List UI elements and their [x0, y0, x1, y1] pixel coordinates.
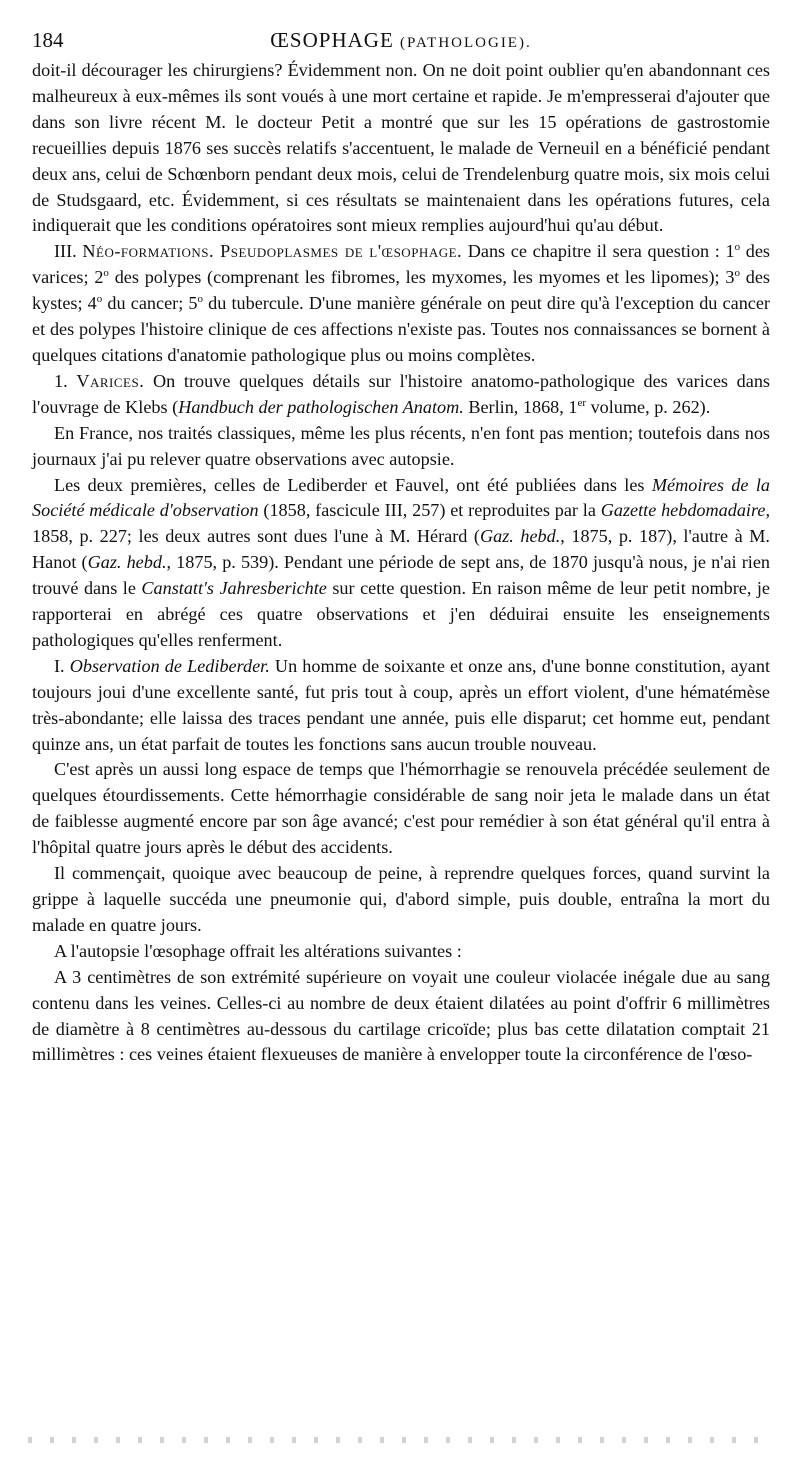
- text-run: Les deux premières, celles de Lediberder et Fauvel, ont été publiées dans les: [54, 474, 652, 495]
- text-run: Dans ce chapitre il sera question : 1: [462, 241, 735, 262]
- text-run: des varices; 2: [32, 241, 770, 288]
- text-run: 1858, p. 227; les deux autres sont dues l'une à M. Hérard (: [32, 526, 480, 547]
- observation-number: I.: [54, 655, 65, 676]
- ordinal-sup: o: [734, 267, 740, 280]
- citation-title: Canstatt's Jahresberichte: [141, 578, 327, 599]
- running-title-sub: (PATHOLOGIE).: [400, 35, 532, 51]
- section-heading: Néo-formations. Pseudoplasmes de l'œsophage.: [82, 241, 463, 262]
- paragraph-grippe: Il commençait, quoique avec beaucoup de peine, à reprendre quelques forces, quand survint la grippe à laquelle succéda une pneumonie qui, d'abord simple, puis double, entraîna la mort du malade en quatre jours.: [32, 863, 770, 935]
- text-run: (1858, fascicule III, 257) et reproduites par la: [258, 500, 601, 521]
- ordinal-sup: o: [96, 293, 103, 306]
- text-run: , 1875, p. 539). Pendant une période de sept ans, de 1870 jusqu'à nous, je n'ai rien trouvé dans le: [32, 552, 770, 599]
- text-run: du tubercule. D'une manière générale on peut dire qu'à l'exception du cancer et des polypes l'histoire clinique de ces affections n'existe pas. Toutes nos connaissances se bornent à quelques citations d'anatomie pathologique plus ou moins complètes.: [32, 293, 770, 365]
- running-title: [32, 28, 770, 53]
- ordinal-sup: er: [577, 396, 587, 409]
- paragraph-gastrostomie: doit-il décourager les chirurgiens? Évidemment non. On ne doit point oublier qu'en abandonnant ces malheureux à eux-mêmes ils sont voués à une mort certaine et rapide. Je m'empresserai d'ajouter que dans son livre récent M. le docteur Petit a montré que sur les 15 opérations de gastrostomie recueillies depuis 1876 ses succès relatifs s'accentuent, le malade de Verneuil en a bénéficié pendant deux ans, celui de Schœnborn pendant deux mois, celui de Trendelenburg quatre mois, six mois celui de Studsgaard, etc. Évidemment, si ces résultats se maintenaient dans les opérations futures, cela indiquerait que les conditions opératoires sont mieux remplies aujourd'hui qu'au début.: [32, 60, 770, 236]
- body-text: [32, 58, 770, 1068]
- observation-title: Observation de Lediberder.: [69, 655, 270, 676]
- text-run: sur cette question. En raison même de leur petit nombre, je rapporterai en abrégé ces quatre observations et j'en déduirai ensuite les enseignements pathologiques qu'elles renferment.: [32, 578, 770, 650]
- ordinal-sup: o: [103, 267, 109, 280]
- paragraph-hemorrhagie: C'est après un aussi long espace de temps que l'hémorrhagie se renouvela précédée seulement de quelques étourdissements. Cette hémorrhagie considérable de sang noir jeta le malade dans un état de faiblesse augmenté encore par son âge avancé; c'est pour remédier à son état général qu'il entra à l'hôpital quatre jours après le début des accidents.: [32, 759, 770, 858]
- text-run: des polypes (comprenant les fibromes, les myxomes, les myomes et les lipomes); 3: [108, 267, 735, 288]
- subsection-number: 1.: [54, 370, 68, 391]
- citation-title: Handbuch der pathologischen Anatom.: [178, 396, 464, 417]
- ordinal-sup: o: [197, 293, 203, 306]
- paragraph-neoformations: [32, 239, 770, 369]
- subsection-heading: Varices.: [76, 370, 145, 391]
- text-run: du cancer; 5: [102, 293, 198, 314]
- text-run: , 1875, p. 187), l'autre à M. Hanot (: [32, 526, 770, 573]
- citation-title: Gaz. hebd.: [87, 552, 167, 573]
- ordinal-sup: o: [734, 241, 741, 254]
- bottom-scan-artifact: [28, 1437, 770, 1443]
- paragraph-lediberder: [32, 654, 770, 758]
- paragraph-france: En France, nos traités classiques, même les plus récents, n'en font pas mention; toutefois dans nos journaux j'ai pu relever quatre observations avec autopsie.: [32, 422, 770, 469]
- text-run: On trouve quelques détails sur l'histoire anatomo-pathologique des varices dans l'ouvrage de Klebs (: [32, 370, 771, 417]
- page-number: 184: [32, 28, 64, 52]
- citation-title: Gaz. hebd.: [479, 526, 561, 547]
- running-title-main: ŒSOPHAGE: [270, 28, 394, 52]
- text-run: Un homme de soixante et onze ans, d'une bonne constitution, ayant toujours joui d'une excellente santé, fut pris tout à coup, après un effort violent, d'une hématémèse très-abondante; elle laissa des traces pendant une année, puis elle disparut; cet homme eut, pendant quinze ans, un état parfait de toutes les fonctions sans aucun trouble nouveau.: [32, 655, 771, 754]
- book-page: [32, 28, 770, 1068]
- citation-title: Mémoires de la Société médicale d'observation: [32, 474, 770, 521]
- paragraph-autopsie: A l'autopsie l'œsophage offrait les altérations suivantes :: [54, 940, 462, 961]
- text-run: volume, p. 262).: [586, 396, 711, 417]
- text-run: des kystes; 4: [32, 267, 770, 314]
- running-header: [32, 28, 770, 58]
- paragraph-observations: [32, 473, 770, 654]
- paragraph-veines: A 3 centimètres de son extrémité supérieure on voyait une couleur violacée inégale due au sang contenu dans les veines. Celles-ci au nombre de deux étaient dilatées au point d'offrir 6 millimètres de diamètre à 8 centimètres au-dessous du cartilage cricoïde; plus bas cette dilatation comptait 21 millimètres : ces veines étaient flexueuses de manière à envelopper toute la circonférence de l'œso-: [32, 966, 770, 1065]
- text-run: Berlin, 1868, 1: [463, 396, 578, 417]
- section-number: III.: [54, 241, 77, 262]
- paragraph-varices: [32, 369, 770, 421]
- citation-title: Gazette hebdomadaire,: [600, 500, 771, 521]
